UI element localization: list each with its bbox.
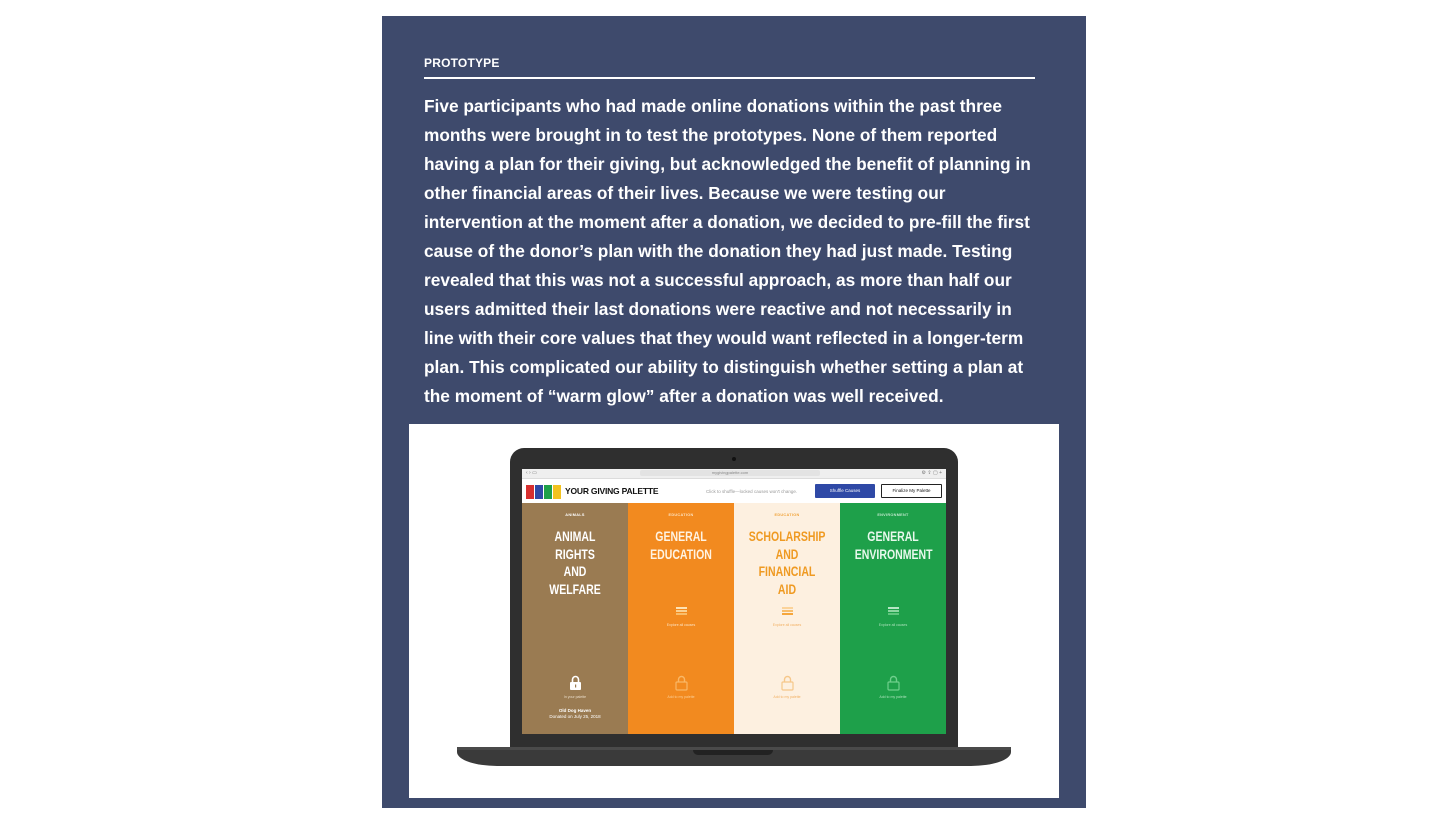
cause-title-line: AND WELFARE	[549, 564, 601, 597]
laptop-base	[457, 750, 1011, 766]
donor-name: Old Dog Haven	[558, 708, 592, 713]
section-label: PROTOTYPE	[424, 56, 500, 70]
logo-swatch-yellow	[553, 485, 561, 499]
cause-category: ENVIRONMENT	[877, 513, 909, 517]
donation-info	[522, 708, 628, 720]
stack-icon[interactable]	[782, 607, 793, 617]
cause-column-environment[interactable]	[840, 503, 946, 734]
app-header	[522, 479, 946, 503]
cause-title-line: FINANCIAL AID	[758, 564, 816, 597]
cause-title-line: SCHOLARSHIP	[748, 529, 826, 544]
cause-title-line: ANIMAL RIGHTS	[554, 529, 596, 562]
finalize-palette-button[interactable]: Finalize My Palette	[881, 484, 942, 498]
cause-title	[749, 528, 825, 598]
logo-swatch-blue	[535, 485, 543, 499]
shuffle-causes-button[interactable]: Shuffle Causes	[815, 484, 875, 498]
cause-column-general-education[interactable]	[628, 503, 734, 734]
app-brand[interactable]: YOUR GIVING PALETTE	[565, 486, 659, 496]
logo-swatch-red	[526, 485, 534, 499]
prototype-panel	[382, 16, 1086, 808]
lock-closed-icon[interactable]	[569, 675, 582, 691]
explore-causes-link[interactable]: Explore all causes	[772, 623, 802, 627]
cause-column-animals[interactable]	[522, 503, 628, 734]
lock-open-icon[interactable]	[887, 675, 900, 691]
cause-category: EDUCATION	[668, 513, 694, 517]
lock-open-icon[interactable]	[781, 675, 794, 691]
add-to-palette-link[interactable]: Add to my palette	[773, 695, 801, 699]
add-to-palette-link[interactable]: Add to my palette	[667, 695, 695, 699]
browser-nav-icon[interactable]: ‹ › ▭	[526, 470, 537, 476]
section-divider	[424, 77, 1035, 79]
stack-icon[interactable]	[676, 607, 687, 617]
donor-date: Donated on July 25, 2018	[549, 714, 601, 719]
section-body-text: Five participants who had made online donations within the past three months were brought in to test the prototypes. None of them reported having a plan for their giving, but acknowledged the benefit of planning in other financial areas of their lives. Because we were testing our intervention at the moment after a donation, we decided to pre-fill the first cause of the donor’s plan with the donation they had just made. Testing revealed that this was not a successful approach, as more than half our users admitted their last donations were reactive and not necessarily in line with their core values that they would want reflected in a longer-term plan. This complicated our ability to distinguish whether setting a plan at the moment of “warm glow” after a donation was well received.	[424, 96, 1031, 406]
browser-actions-icon[interactable]: ⚙ ⇪ ▢ +	[921, 470, 942, 476]
laptop-lid	[510, 448, 958, 753]
prototype-image-frame	[409, 424, 1059, 798]
cause-title-line: GENERAL	[655, 529, 707, 544]
lock-caption: In your palette	[563, 695, 587, 699]
cause-title	[643, 528, 719, 563]
cause-column-scholarship[interactable]	[734, 503, 840, 734]
add-to-palette-link[interactable]: Add to my palette	[879, 695, 907, 699]
camera-icon	[732, 457, 736, 461]
cause-title	[855, 528, 931, 563]
lock-open-icon[interactable]	[675, 675, 688, 691]
browser-url-bar[interactable]: mygivingpalette.com	[640, 470, 820, 476]
cause-title-line: AND	[775, 546, 799, 562]
cause-title-line: EDUCATION	[650, 546, 712, 562]
explore-causes-link[interactable]: Explore all causes	[878, 623, 908, 627]
cause-category: EDUCATION	[774, 513, 800, 517]
explore-causes-link[interactable]: Explore all causes	[666, 623, 696, 627]
stack-icon[interactable]	[888, 607, 899, 617]
cause-title	[537, 528, 613, 598]
logo-swatch-green	[544, 485, 552, 499]
shuffle-hint: Click to shuffle—locked causes won't change.	[706, 489, 798, 494]
cause-title-line: GENERAL	[867, 529, 919, 544]
browser-chrome	[522, 469, 946, 479]
laptop-screen	[522, 469, 946, 734]
laptop-notch	[693, 750, 773, 755]
cause-category: ANIMALS	[565, 513, 585, 517]
cause-title-line: ENVIRONMENT	[854, 546, 933, 562]
